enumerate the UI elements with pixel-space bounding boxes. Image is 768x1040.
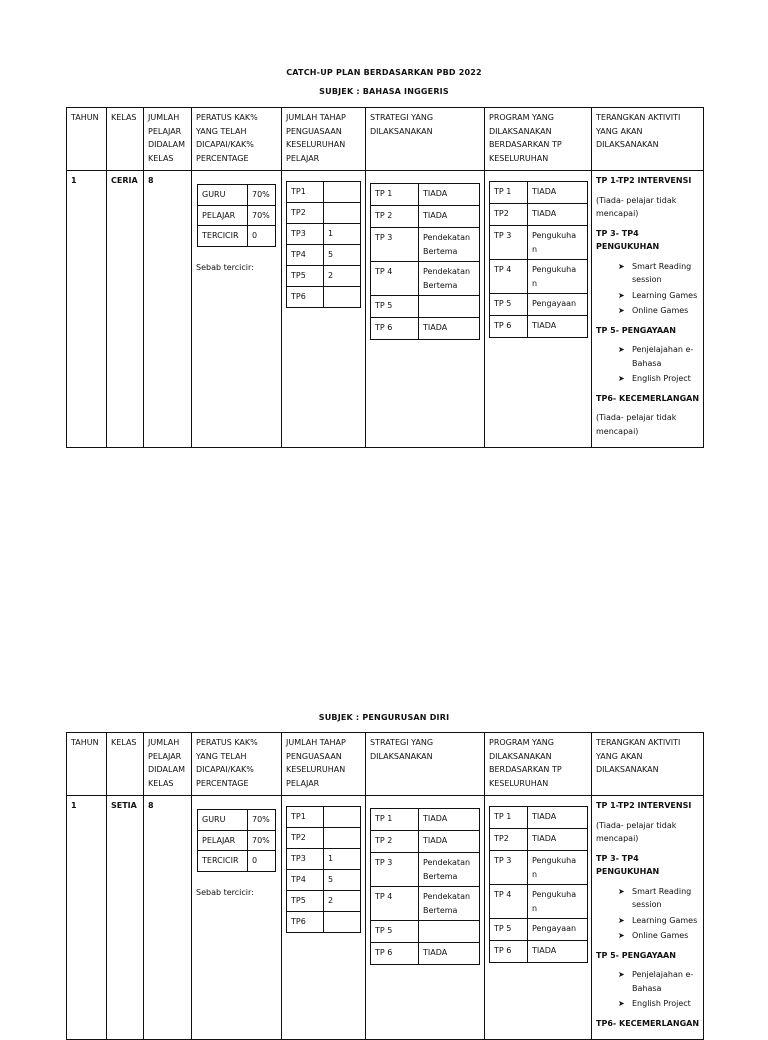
tahap-table: [286, 181, 361, 308]
header-cell: TAHUN: [67, 108, 107, 171]
header-cell: JUMLAH TAHAP PENGUASAAN KESELURUHAN PELAJAR: [282, 108, 366, 171]
tp-label: TP 4: [371, 887, 419, 921]
document-title: CATCH-UP PLAN BERDASARKAN PBD 2022: [286, 68, 482, 77]
tahap-cell: [282, 171, 366, 448]
program-value: TIADA: [528, 941, 588, 963]
strategi-value: Pendekatan Bertema: [419, 262, 480, 296]
aktiviti-heading: TP6- KECEMERLANGAN: [596, 393, 700, 403]
tp-count: 5: [324, 870, 361, 891]
header-cell: PROGRAM YANG DILAKSANAKAN BERDASARKAN TP KESELURUHAN: [485, 733, 592, 796]
tp-label: TP4: [287, 245, 324, 266]
strategi-value: [419, 296, 480, 318]
sebab-label: Sebab tercicir:: [196, 887, 254, 897]
tp-label: TP2: [490, 204, 528, 226]
plan-table: [66, 107, 704, 448]
tp-label: TP 4: [490, 885, 528, 919]
peratus-value: 0: [248, 226, 276, 247]
aktiviti-heading: TP 1-TP2 INTERVENSI: [596, 176, 692, 185]
peratus-label: TERCICIR: [198, 226, 248, 247]
tp-count: [324, 287, 361, 308]
strategi-value: Pendekatan Bertema: [419, 853, 480, 887]
peratus-value: 70%: [248, 810, 276, 831]
tp-label: TP 4: [490, 260, 528, 294]
sebab-label: Sebab tercicir:: [196, 262, 254, 272]
aktiviti-heading: TP 1-TP2 INTERVENSI: [596, 801, 692, 810]
aktiviti-cell: [592, 171, 704, 448]
tp-label: TP 1: [490, 807, 528, 829]
tp-label: TP1: [287, 807, 324, 828]
program-value: Pengukuha n: [528, 851, 588, 885]
list-item: ➤ Penjelajahan e-Bahasa: [618, 970, 694, 993]
peratus-label: TERCICIR: [198, 851, 248, 872]
kelas-cell: CERIA: [107, 171, 144, 448]
peratus-value: 70%: [248, 185, 276, 206]
tp-count: [324, 182, 361, 203]
list-item: ➤ English Project: [600, 372, 699, 386]
strategi-value: TIADA: [419, 184, 480, 206]
peratus-cell: [192, 796, 282, 1040]
tp-count: 1: [324, 224, 361, 245]
program-value: Pengayaan: [528, 294, 588, 316]
header-cell: STRATEGI YANG DILAKSANAKAN: [366, 733, 485, 796]
aktiviti-cell: [592, 796, 704, 1040]
arrow-bullet-icon: ➤: [618, 345, 625, 354]
header-cell: TERANGKAN AKTIVITI YANG AKAN DILAKSANAKAN: [592, 733, 704, 796]
program-cell: [485, 171, 592, 448]
program-value: TIADA: [528, 829, 588, 851]
list-item: ➤ Penjelajahan e-Bahasa: [618, 345, 694, 368]
strategi-value: TIADA: [419, 809, 480, 831]
strategi-cell: [366, 171, 485, 448]
tp-label: TP 1: [490, 182, 528, 204]
arrow-bullet-icon: ➤: [618, 306, 625, 315]
list-item: ➤ Online Games: [600, 929, 699, 943]
peratus-table: [197, 809, 276, 872]
kelas-cell: SETIA: [107, 796, 144, 1040]
tp-label: TP5: [287, 891, 324, 912]
strategi-value: Pendekatan Bertema: [419, 228, 480, 262]
peratus-value: 70%: [248, 205, 276, 226]
list-item: ➤ Online Games: [600, 304, 699, 318]
peratus-value: 0: [248, 851, 276, 872]
header-cell: JUMLAH PELAJAR DIDALAM KELAS: [144, 733, 192, 796]
aktiviti-list: [596, 885, 699, 943]
arrow-bullet-icon: ➤: [618, 915, 625, 925]
tp-label: TP 3: [371, 853, 419, 887]
program-value: TIADA: [528, 182, 588, 204]
tp-label: TP 3: [490, 226, 528, 260]
tp-count: 1: [324, 849, 361, 870]
jumlah-cell: 8: [144, 796, 192, 1040]
peratus-value: 70%: [248, 830, 276, 851]
aktiviti-list: [596, 968, 699, 1011]
tp-label: TP3: [287, 849, 324, 870]
jumlah-cell: 8: [144, 171, 192, 448]
tahap-cell: [282, 796, 366, 1040]
program-value: TIADA: [528, 204, 588, 226]
arrow-bullet-icon: ➤: [618, 290, 625, 300]
aktiviti-heading: TP 5- PENGAYAAN: [596, 950, 676, 960]
aktiviti-note: (Tiada- pelajar tidak mencapai): [596, 413, 677, 436]
tp-label: TP 1: [371, 184, 419, 206]
header-cell: TERANGKAN AKTIVITI YANG AKAN DILAKSANAKAN: [592, 108, 704, 171]
tp-label: TP 5: [490, 294, 528, 316]
arrow-bullet-icon: ➤: [618, 999, 625, 1008]
aktiviti-list: [596, 343, 699, 386]
tp-label: TP 3: [490, 851, 528, 885]
tp-label: TP 6: [490, 941, 528, 963]
peratus-label: PELAJAR: [198, 830, 248, 851]
list-item: ➤ Learning Games: [600, 914, 699, 928]
tp-label: TP 4: [371, 262, 419, 296]
aktiviti-list: [596, 260, 699, 318]
strategi-table: [370, 808, 480, 965]
tp-label: TP 6: [490, 316, 528, 338]
arrow-bullet-icon: ➤: [618, 931, 625, 940]
peratus-label: GURU: [198, 185, 248, 206]
header-cell: JUMLAH TAHAP PENGUASAAN KESELURUHAN PELAJAR: [282, 733, 366, 796]
tahun-cell: 1: [67, 796, 107, 1040]
strategi-value: [419, 921, 480, 943]
tp-count: 5: [324, 245, 361, 266]
program-value: Pengukuha n: [528, 885, 588, 919]
tp-label: TP 3: [371, 228, 419, 262]
tp-label: TP4: [287, 870, 324, 891]
tp-count: 2: [324, 891, 361, 912]
tp-label: TP2: [287, 828, 324, 849]
peratus-label: PELAJAR: [198, 205, 248, 226]
program-value: Pengayaan: [528, 919, 588, 941]
arrow-bullet-icon: ➤: [618, 261, 625, 271]
program-value: Pengukuha n: [528, 260, 588, 294]
program-cell: [485, 796, 592, 1040]
tp-label: TP1: [287, 182, 324, 203]
tahun-cell: 1: [67, 171, 107, 448]
tp-count: 2: [324, 266, 361, 287]
strategi-value: TIADA: [419, 831, 480, 853]
peratus-cell: [192, 171, 282, 448]
program-value: TIADA: [528, 316, 588, 338]
tp-count: [324, 828, 361, 849]
aktiviti-heading: TP 3- TP4 PENGUKUHAN: [596, 228, 660, 251]
strategi-cell: [366, 796, 485, 1040]
program-value: Pengukuha n: [528, 226, 588, 260]
aktiviti-heading: TP 3- TP4 PENGUKUHAN: [596, 853, 660, 876]
tp-label: TP 5: [371, 296, 419, 318]
tp-label: TP 2: [371, 206, 419, 228]
header-cell: KELAS: [107, 108, 144, 171]
strategi-value: Pendekatan Bertema: [419, 887, 480, 921]
program-value: TIADA: [528, 807, 588, 829]
tp-label: TP2: [490, 829, 528, 851]
header-cell: PERATUS KAK% YANG TELAH DICAPAI/KAK% PERCENTAGE: [192, 108, 282, 171]
tp-label: TP 6: [371, 318, 419, 340]
strategi-value: TIADA: [419, 943, 480, 965]
plan-table: [66, 732, 704, 1040]
peratus-table: [197, 184, 276, 247]
header-cell: JUMLAH PELAJAR DIDALAM KELAS: [144, 108, 192, 171]
header-cell: PROGRAM YANG DILAKSANAKAN BERDASARKAN TP KESELURUHAN: [485, 108, 592, 171]
list-item: ➤ Smart Reading session: [618, 261, 692, 284]
tp-label: TP 2: [371, 831, 419, 853]
peratus-label: GURU: [198, 810, 248, 831]
arrow-bullet-icon: ➤: [618, 970, 625, 979]
list-item: ➤ Smart Reading session: [618, 886, 692, 909]
tp-label: TP3: [287, 224, 324, 245]
tp-label: TP2: [287, 203, 324, 224]
tp-label: TP6: [287, 912, 324, 933]
subject-title: SUBJEK : BAHASA INGGERIS: [319, 87, 449, 96]
tp-count: [324, 203, 361, 224]
tp-label: TP 1: [371, 809, 419, 831]
subject-title: SUBJEK : PENGURUSAN DIRI: [318, 713, 450, 722]
header-cell: TAHUN: [67, 733, 107, 796]
aktiviti-note: (Tiada- pelajar tidak mencapai): [596, 820, 677, 843]
tp-label: TP 5: [490, 919, 528, 941]
list-item: ➤ Learning Games: [600, 289, 699, 303]
strategi-table: [370, 183, 480, 340]
arrow-bullet-icon: ➤: [618, 374, 625, 383]
header-cell: PERATUS KAK% YANG TELAH DICAPAI/KAK% PERCENTAGE: [192, 733, 282, 796]
header-cell: STRATEGI YANG DILAKSANAKAN: [366, 108, 485, 171]
aktiviti-note: (Tiada- pelajar tidak mencapai): [596, 195, 677, 218]
tp-label: TP 5: [371, 921, 419, 943]
program-table: [489, 806, 588, 963]
strategi-value: TIADA: [419, 318, 480, 340]
header-cell: KELAS: [107, 733, 144, 796]
tp-label: TP6: [287, 287, 324, 308]
tp-label: TP 6: [371, 943, 419, 965]
tp-label: TP5: [287, 266, 324, 287]
strategi-value: TIADA: [419, 206, 480, 228]
tp-count: [324, 807, 361, 828]
list-item: ➤ English Project: [600, 997, 699, 1011]
tahap-table: [286, 806, 361, 933]
aktiviti-heading: TP6- KECEMERLANGAN: [596, 1018, 700, 1028]
tp-count: [324, 912, 361, 933]
arrow-bullet-icon: ➤: [618, 886, 625, 896]
aktiviti-heading: TP 5- PENGAYAAN: [596, 325, 676, 335]
program-table: [489, 181, 588, 338]
